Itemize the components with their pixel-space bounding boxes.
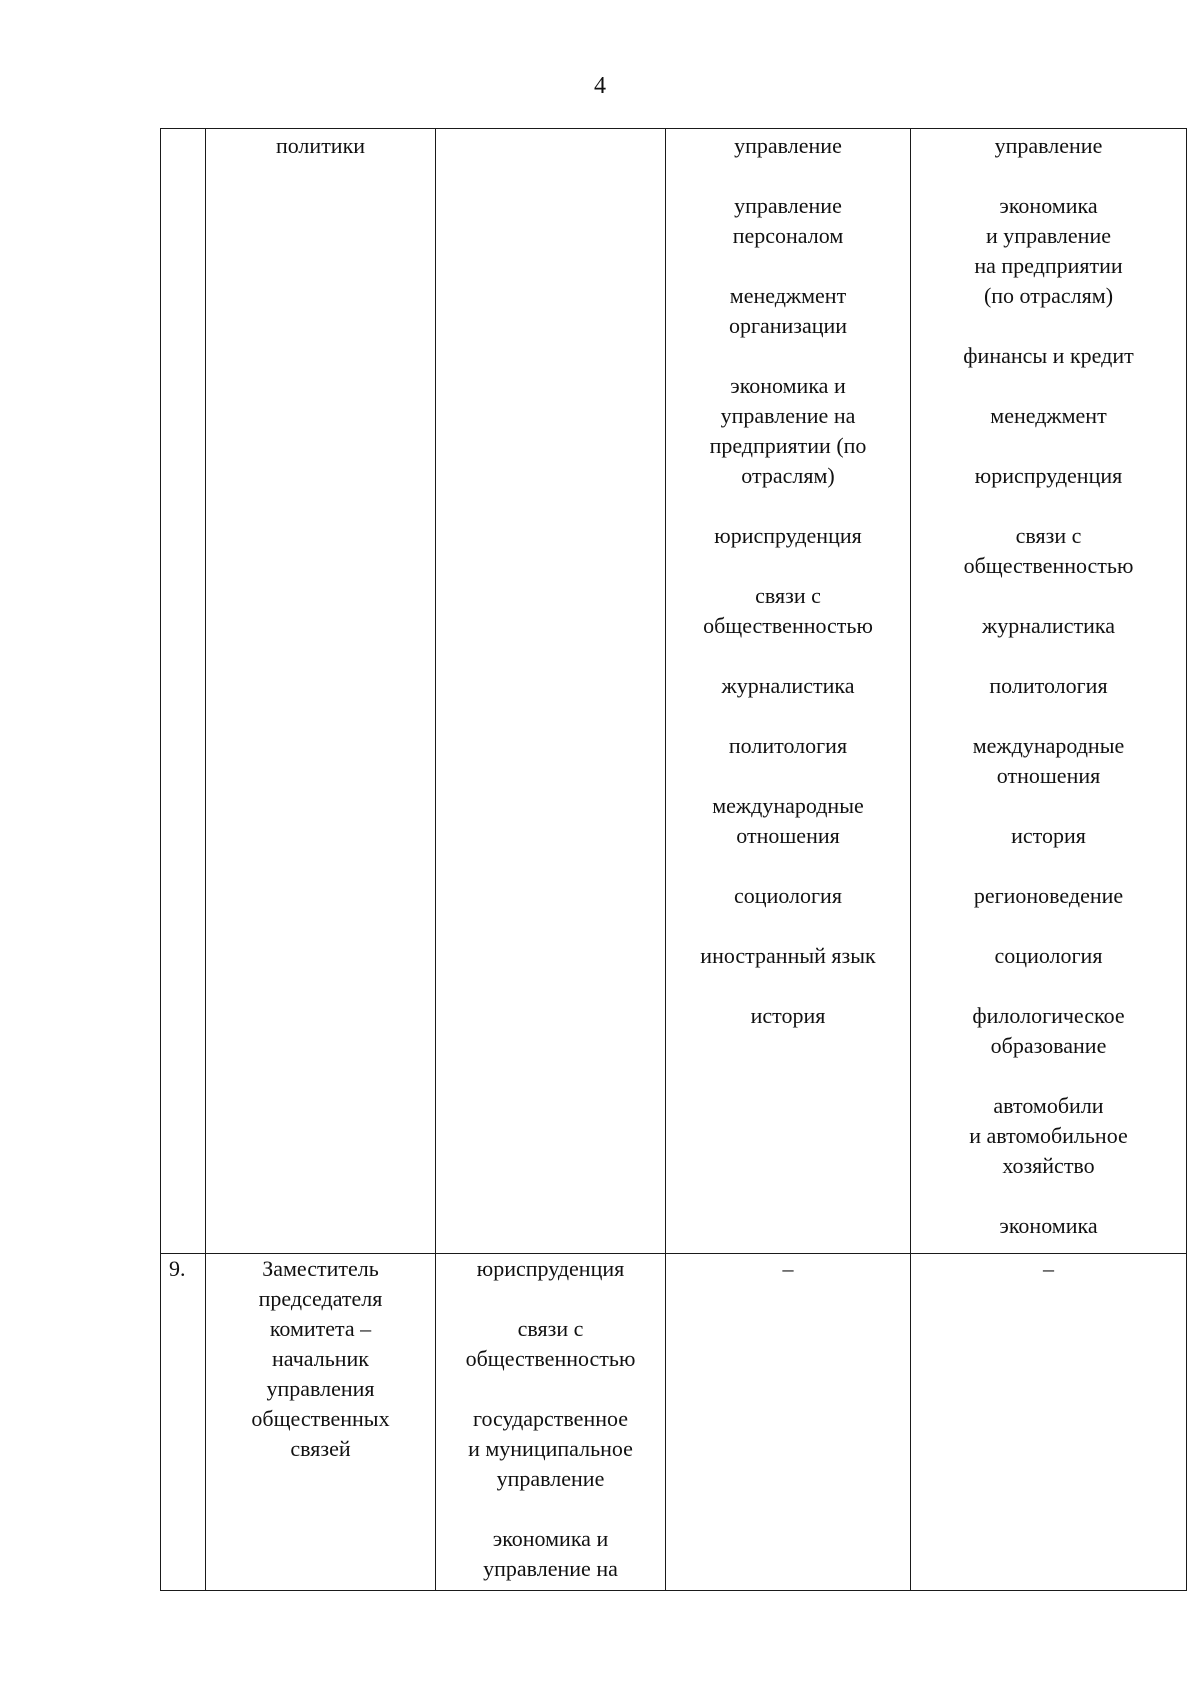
specialty-item: журналистика <box>982 613 1115 638</box>
specialty-item: юриспруденция <box>714 523 862 548</box>
specialty-item: связи с общественностью <box>465 1316 636 1371</box>
specialty-item: история <box>1011 823 1086 848</box>
specialty-item: филологическое образование <box>972 1003 1125 1058</box>
specialty-item: социология <box>734 883 842 908</box>
specialty-1-cell <box>436 1254 666 1591</box>
specialty-item: управление персоналом <box>732 193 844 248</box>
specialty-item: иностранный язык <box>700 943 876 968</box>
specialty-item: автомобили и автомобильное хозяйство <box>969 1093 1128 1178</box>
table-row <box>161 1254 1187 1591</box>
specialty-item: управление <box>734 133 842 158</box>
specialty-item: менеджмент <box>990 403 1107 428</box>
specialty-2-cell <box>666 129 911 1254</box>
specialty-item: государственное и муниципальное управление <box>468 1406 633 1491</box>
table-row <box>161 129 1187 1254</box>
specialty-item: экономика и управление на <box>483 1526 618 1581</box>
row-number-cell <box>161 1254 206 1591</box>
specialty-item: экономика <box>999 1213 1098 1238</box>
qualification-table <box>160 128 1187 1591</box>
specialty-item: связи с общественностью <box>703 583 873 638</box>
position-cell <box>206 129 436 1254</box>
empty-dash: – <box>1043 1256 1054 1281</box>
specialty-item: история <box>750 1003 826 1028</box>
empty-dash: – <box>782 1256 794 1281</box>
specialty-3-cell <box>911 1254 1187 1591</box>
row-number: 9. <box>169 1256 186 1281</box>
specialty-item: политология <box>728 733 848 758</box>
specialty-item: журналистика <box>721 673 855 698</box>
specialty-item: экономика и управление на предприятии (по отраслям) <box>709 373 867 488</box>
specialty-1-cell <box>436 129 666 1254</box>
position-text: политики <box>275 133 366 158</box>
specialty-item: менеджмент организации <box>728 283 848 338</box>
specialty-item: регионоведение <box>973 883 1124 908</box>
specialty-item: социология <box>994 943 1103 968</box>
page-number: 4 <box>594 73 606 99</box>
specialty-item: связи с общественностью <box>963 523 1134 578</box>
position-text: Заместитель председателя комитета – начальник управления общественных связей <box>251 1256 390 1461</box>
specialty-item: политология <box>989 673 1108 698</box>
row-number-cell <box>161 129 206 1254</box>
specialty-3-cell <box>911 129 1187 1254</box>
specialty-item: юриспруденция <box>974 463 1123 488</box>
specialty-2-cell <box>666 1254 911 1591</box>
specialty-item: экономика и управление на предприятии (по отраслям) <box>974 193 1123 308</box>
specialty-item: управление <box>994 133 1103 158</box>
position-cell <box>206 1254 436 1591</box>
specialty-item: международные отношения <box>972 733 1125 788</box>
specialty-item: финансы и кредит <box>963 343 1134 368</box>
specialty-item: международные отношения <box>712 793 864 848</box>
specialty-item: юриспруденция <box>476 1256 625 1281</box>
